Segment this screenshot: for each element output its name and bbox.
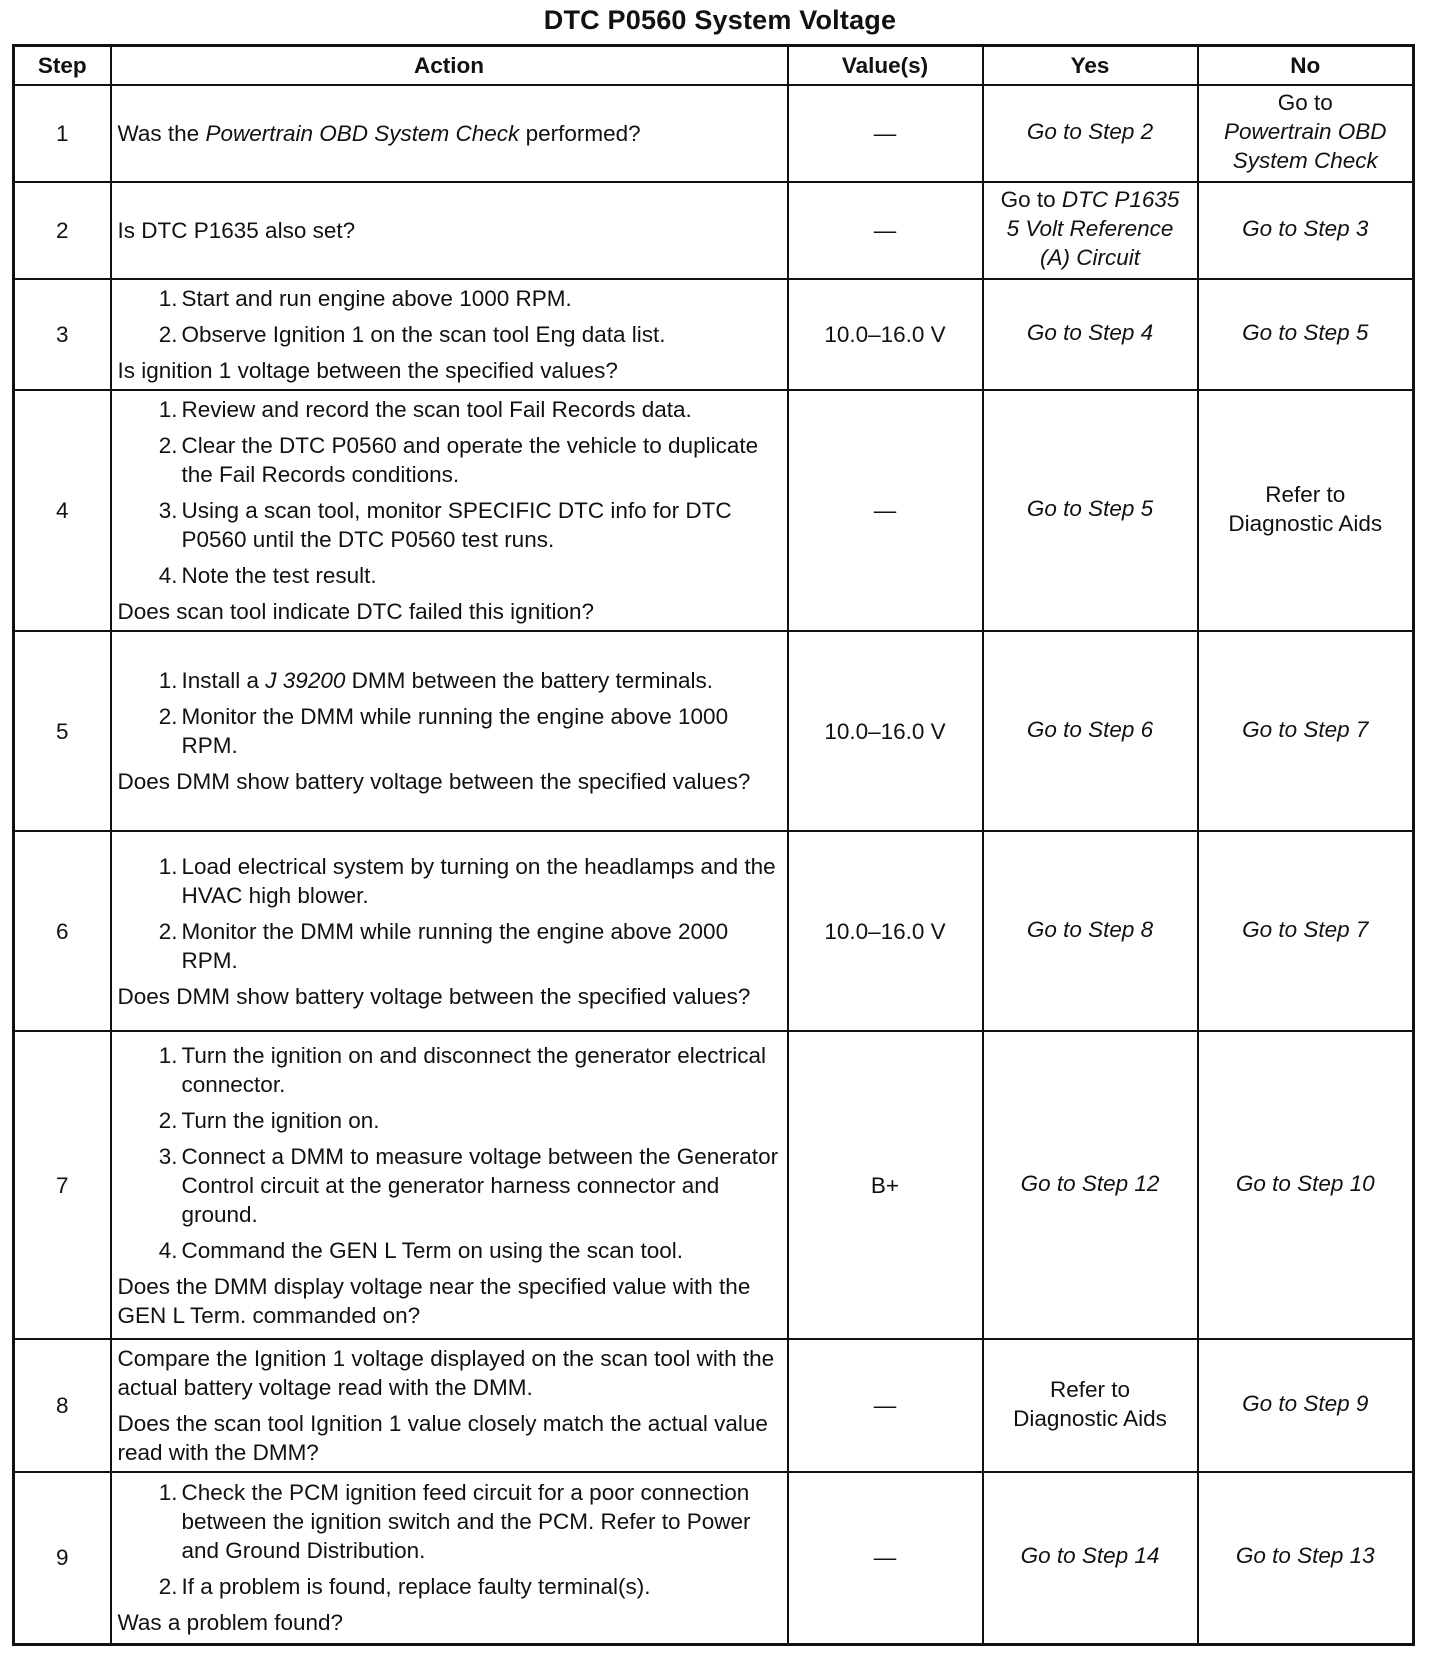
- step-number: 8: [14, 1339, 111, 1472]
- list-item: 4. Command the GEN L Term on using the scan tool.: [158, 1237, 684, 1263]
- action-question: Was the Powertrain OBD System Check performed?: [117, 121, 641, 146]
- action-list: [118, 1041, 781, 1265]
- no-link[interactable]: Go to Step 10: [1235, 1170, 1375, 1196]
- action-question: Does DMM show battery voltage between the specified values?: [117, 769, 751, 794]
- action-cell: [111, 631, 788, 831]
- yes-cell: [983, 85, 1198, 182]
- list-item: 1. Load electrical system by turning on the headlamps and the HVAC high blower.: [158, 853, 776, 908]
- header-no: No: [1198, 46, 1414, 86]
- no-link[interactable]: Go to Step 5: [1242, 320, 1369, 345]
- table-row: [14, 1031, 1414, 1339]
- no-link[interactable]: Go to Step 9: [1242, 1391, 1369, 1416]
- step-number: 5: [14, 631, 111, 831]
- list-item: 2. Monitor the DMM while running the engine above 1000 RPM.: [158, 704, 729, 758]
- table-row: [14, 279, 1414, 390]
- no-link[interactable]: Powertrain OBD: [1223, 119, 1387, 144]
- list-item: 1. Review and record the scan tool Fail Records data.: [158, 397, 692, 422]
- list-item: 2. Clear the DTC P0560 and operate the vehicle to duplicate the Fail Records conditions.: [158, 433, 759, 487]
- table-row: [14, 631, 1414, 831]
- table-row: [14, 85, 1414, 182]
- action-cell: [111, 831, 788, 1031]
- page-title: DTC P0560 System Voltage: [543, 5, 897, 35]
- header-step: Step: [14, 46, 111, 86]
- no-cell: [1198, 1031, 1414, 1339]
- step-number: 6: [14, 831, 111, 1031]
- action-question: Does the DMM display voltage near the specified value with the GEN L Term. commanded on?: [117, 1273, 751, 1328]
- no-cell: [1198, 279, 1414, 390]
- action-cell: [111, 1031, 788, 1339]
- list-item: 1. Install a J 39200 DMM between the battery terminals.: [158, 668, 714, 693]
- header-values: Value(s): [788, 46, 983, 86]
- yes-link[interactable]: Go to Step 8: [1026, 916, 1154, 942]
- yes-cell: [983, 1031, 1198, 1339]
- list-item: 2. Observe Ignition 1 on the scan tool Eng data list.: [158, 322, 666, 347]
- value-cell: 10.0–16.0 V: [788, 831, 983, 1031]
- action-cell: [111, 279, 788, 390]
- yes-cell: [983, 279, 1198, 390]
- yes-link[interactable]: DTC P1635: [1061, 187, 1180, 212]
- action-list: [118, 395, 781, 590]
- no-link[interactable]: Go to Step 3: [1242, 216, 1369, 241]
- yes-cell: [983, 831, 1198, 1031]
- header-action: Action: [111, 46, 788, 86]
- no-link[interactable]: Go to Step 7: [1242, 716, 1369, 742]
- step-number: 4: [14, 390, 111, 631]
- no-cell: [1198, 831, 1414, 1031]
- yes-link[interactable]: Go to Step 12: [1020, 1170, 1160, 1196]
- action-cell: [111, 390, 788, 631]
- yes-link[interactable]: Go to Step 5: [1026, 496, 1154, 521]
- no-link[interactable]: Go to Step 7: [1242, 916, 1369, 942]
- diagnostic-table: [12, 44, 1415, 1646]
- header-yes: Yes: [983, 46, 1198, 86]
- no-cell: Go to Powertrain OBD System Check: [1198, 85, 1414, 182]
- action-cell: [111, 1472, 788, 1644]
- list-item: 1. Start and run engine above 1000 RPM.: [158, 286, 572, 311]
- action-list: [118, 852, 781, 975]
- action-question: Does DMM show battery voltage between the specified values?: [117, 983, 751, 1009]
- value-cell: 10.0–16.0 V: [788, 279, 983, 390]
- action-question: Was a problem found?: [117, 1610, 344, 1636]
- no-cell: [1198, 1339, 1414, 1472]
- table-row: [14, 831, 1414, 1031]
- no-cell: [1198, 182, 1414, 279]
- no-cell: Refer to Diagnostic Aids: [1198, 390, 1414, 631]
- action-list: [118, 1478, 781, 1601]
- value-cell: 10.0–16.0 V: [788, 631, 983, 831]
- action-text: Compare the Ignition 1 voltage displayed on the scan tool with the actual battery voltage read with the DMM.: [117, 1346, 775, 1400]
- no-link[interactable]: Diagnostic Aids: [1228, 510, 1383, 536]
- step-number: 9: [14, 1472, 111, 1644]
- yes-link[interactable]: Go to Step 14: [1020, 1543, 1160, 1569]
- list-item: 3. Using a scan tool, monitor SPECIFIC DTC info for DTC P0560 until the DTC P0560 test runs.: [158, 498, 732, 552]
- action-cell: [111, 182, 788, 279]
- step-number: 3: [14, 279, 111, 390]
- yes-cell: [983, 631, 1198, 831]
- yes-link[interactable]: Go to Step 4: [1026, 320, 1154, 345]
- action-list: [118, 666, 781, 760]
- action-question: Does scan tool indicate DTC failed this ignition?: [117, 599, 594, 624]
- action-question: Is DTC P1635 also set?: [117, 218, 356, 243]
- value-cell: —: [788, 182, 983, 279]
- action-question: Does the scan tool Ignition 1 value closely match the actual value read with the DMM?: [117, 1411, 768, 1465]
- header-row: [14, 46, 1414, 86]
- table-row: [14, 1339, 1414, 1472]
- list-item: 2. Turn the ignition on.: [158, 1107, 380, 1133]
- yes-link[interactable]: Diagnostic Aids: [1013, 1405, 1167, 1431]
- yes-cell: [983, 1472, 1198, 1644]
- list-item: 2. Monitor the DMM while running the engine above 2000 RPM.: [158, 918, 729, 973]
- action-list: [118, 284, 781, 349]
- list-item: 1. Check the PCM ignition feed circuit for a poor connection between the ignition switch and the PCM. Refer to Power and Ground Distribution.: [158, 1480, 751, 1564]
- no-cell: [1198, 631, 1414, 831]
- list-item: 2. If a problem is found, replace faulty terminal(s).: [158, 1574, 651, 1600]
- list-item: 4. Note the test result.: [158, 563, 377, 588]
- yes-link[interactable]: Go to Step 6: [1026, 716, 1154, 742]
- table-row: [14, 182, 1414, 279]
- yes-cell: Go to DTC P1635 5 Volt Reference (A) Circuit: [983, 182, 1198, 279]
- table-row: [14, 390, 1414, 631]
- value-cell: B+: [788, 1031, 983, 1339]
- no-link[interactable]: Go to Step 13: [1235, 1543, 1375, 1569]
- list-item: 3. Connect a DMM to measure voltage between the Generator Control circuit at the generator harness connector and ground.: [158, 1143, 779, 1227]
- value-cell: —: [788, 390, 983, 631]
- action-question: Is ignition 1 voltage between the specified values?: [117, 358, 618, 383]
- value-cell: —: [788, 85, 983, 182]
- step-number: 7: [14, 1031, 111, 1339]
- yes-cell: Refer to Diagnostic Aids: [983, 1339, 1198, 1472]
- value-cell: —: [788, 1339, 983, 1472]
- list-item: 1. Turn the ignition on and disconnect the generator electrical connector.: [158, 1042, 767, 1097]
- action-cell: [111, 85, 788, 182]
- value-cell: —: [788, 1472, 983, 1644]
- no-cell: [1198, 1472, 1414, 1644]
- yes-cell: [983, 390, 1198, 631]
- table-row: [14, 1472, 1414, 1644]
- step-number: 1: [14, 85, 111, 182]
- step-number: 2: [14, 182, 111, 279]
- action-cell: [111, 1339, 788, 1472]
- yes-link[interactable]: Go to Step 2: [1026, 119, 1154, 144]
